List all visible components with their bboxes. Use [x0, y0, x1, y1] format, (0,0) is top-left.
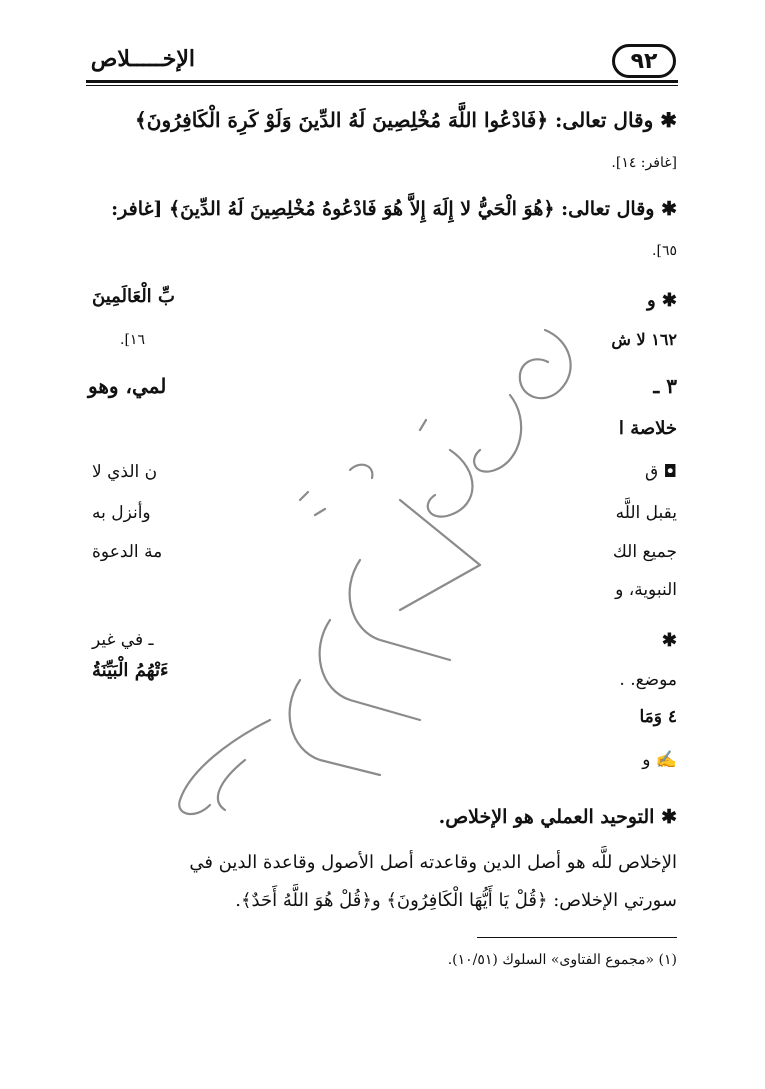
fragment-left: بِّ الْعَالَمِينَ: [92, 286, 175, 307]
footnote: (١) «مجموع الفتاوى» السلوك (١٠/٥١).: [447, 952, 677, 968]
fragment-right: ١٦٢ لا ش: [611, 330, 677, 349]
verse-ref-2: ٦٥].: [652, 243, 677, 259]
fragment-right: ◘ ق: [644, 462, 677, 482]
fragment-left: لمي، وهو: [88, 374, 167, 398]
fragment-right: جميع الك: [612, 542, 677, 562]
fragment-left: ن الذي لا: [92, 462, 158, 482]
fragment-right: ٤ وَمَا: [639, 707, 677, 727]
fragment-left: ـ في غير: [92, 630, 154, 650]
verse-line-2: ✱ وقال تعالى: ﴿هُوَ الْحَيُّ لا إِلَهَ إِلاَّ هُوَ فَادْعُوهُ مُخْلِصِينَ لَهُ الدِّينَ﴾ [غافر:: [111, 198, 677, 220]
fragment-right: ✱ و: [646, 290, 677, 311]
section-number: ٣ ـ: [653, 374, 677, 398]
fragment-left: مة الدعوة: [92, 542, 163, 562]
body-line: سورتي الإخلاص: ﴿قُلْ يَا أَيُّهَا الْكَافِرُونَ﴾ و﴿قُلْ هُوَ اللَّهُ أَحَدٌ﴾.: [235, 890, 677, 911]
fragment-right: ✱: [661, 630, 677, 651]
section-heading: ✱ التوحيد العملي هو الإخلاص.: [438, 806, 677, 828]
fragment-left: ١٦].: [120, 332, 145, 348]
fragment-right: يقبل اللَّه: [615, 503, 677, 523]
header-rule: [86, 80, 678, 83]
waqf-watermark: [150, 300, 620, 820]
fragment-left: وأنزل به: [92, 503, 151, 523]
body-line: الإخلاص للَّه هو أصل الدين وقاعدته أصل الأصول وقاعدة الدين في: [189, 852, 677, 873]
chapter-title: الإخـــــلاص: [90, 46, 195, 72]
header-rule-thin: [86, 85, 678, 86]
verse-ref-1: [غافر: ١٤].: [611, 155, 677, 171]
footnote-rule: [477, 937, 677, 938]
fragment-right: موضع. .: [619, 670, 677, 690]
page-number: ٩٢: [612, 44, 676, 78]
fragment-left: ءَتْهُمُ الْبَيِّنَةُ: [92, 660, 169, 681]
fragment-right: خلاصة ا: [618, 418, 677, 439]
fragment-right: ✍ و: [642, 750, 677, 770]
fragment-right: النبوية، و: [615, 580, 677, 600]
verse-line-1: ✱ وقال تعالى: ﴿فَادْعُوا اللَّهَ مُخْلِصِينَ لَهُ الدِّينَ وَلَوْ كَرِهَ الْكَافِرُونَ﴾: [135, 108, 677, 132]
